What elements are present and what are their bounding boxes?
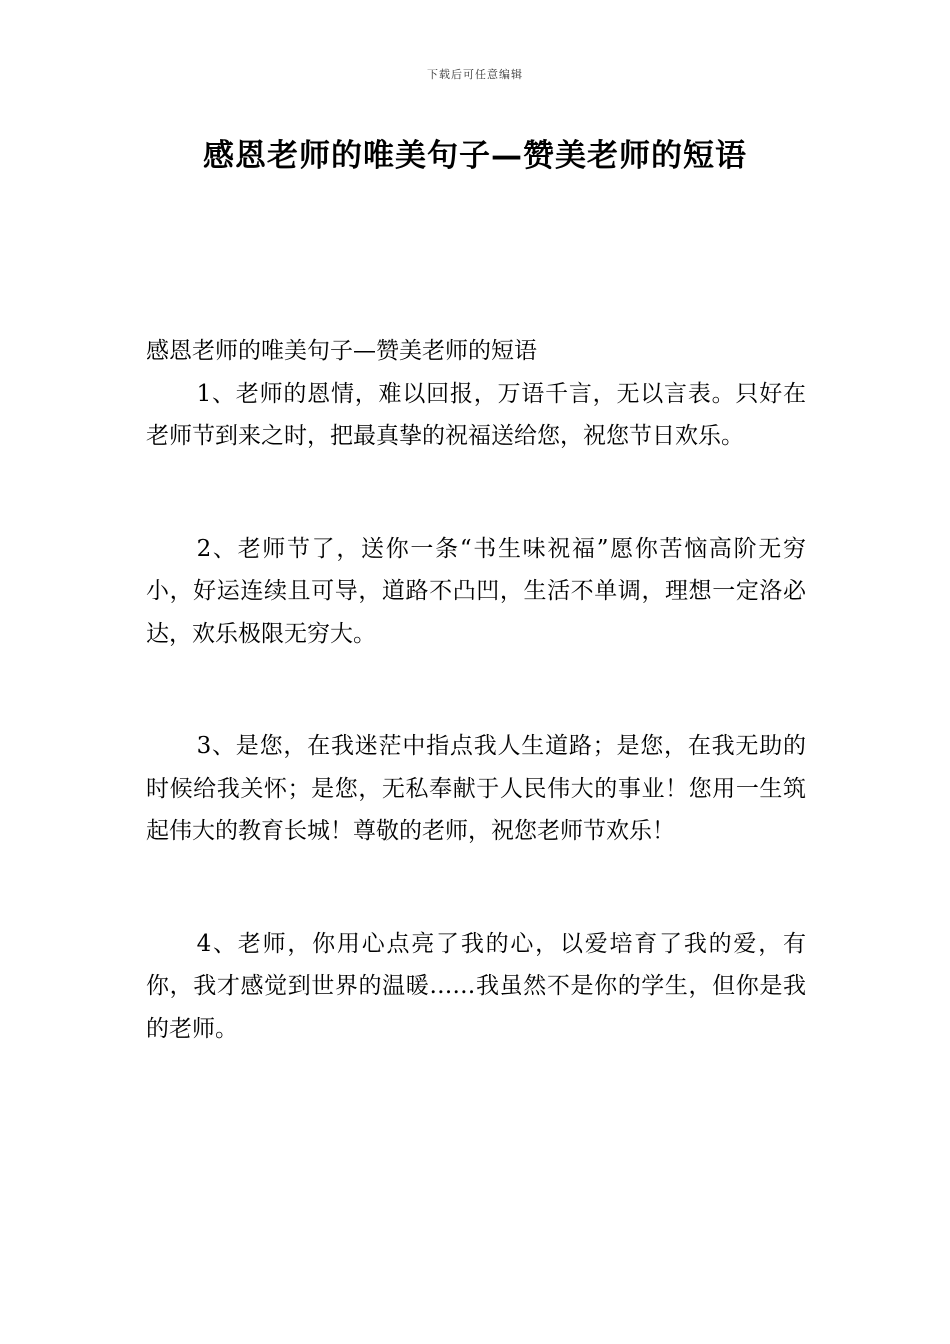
paragraph-3: 3、是您，在我迷茫中指点我人生道路；是您，在我无助的时候给我关怀；是您，无私奉献于人民伟大的事业！您用一生筑起伟大的教育长城！尊敬的老师，祝您老师节欢乐！ (146, 733, 806, 844)
paragraph-4: 4、老师，你用心点亮了我的心，以爱培育了我的爱，有你，我才感觉到世界的温暖……我虽然不是你的学生，但你是我的老师。 (146, 930, 806, 1042)
document-body (146, 330, 806, 1120)
header-note: 下载后可任意编辑 (427, 68, 523, 81)
body-subtitle: 感恩老师的唯美句子—赞美老师的短语 (146, 338, 537, 364)
document-title: 感恩老师的唯美句子—赞美老师的短语 (203, 138, 747, 174)
paragraph-2: 2、老师节了，送你一条“书生味祝福”愿你苦恼高阶无穷小，好运连续且可导，道路不凸凹，生活不单调，理想一定洛必达，欢乐极限无穷大。 (146, 535, 806, 647)
paragraph-1: 1、老师的恩情，难以回报，万语千言，无以言表。只好在老师节到来之时，把最真挚的祝福送给您，祝您节日欢乐。 (146, 380, 806, 449)
